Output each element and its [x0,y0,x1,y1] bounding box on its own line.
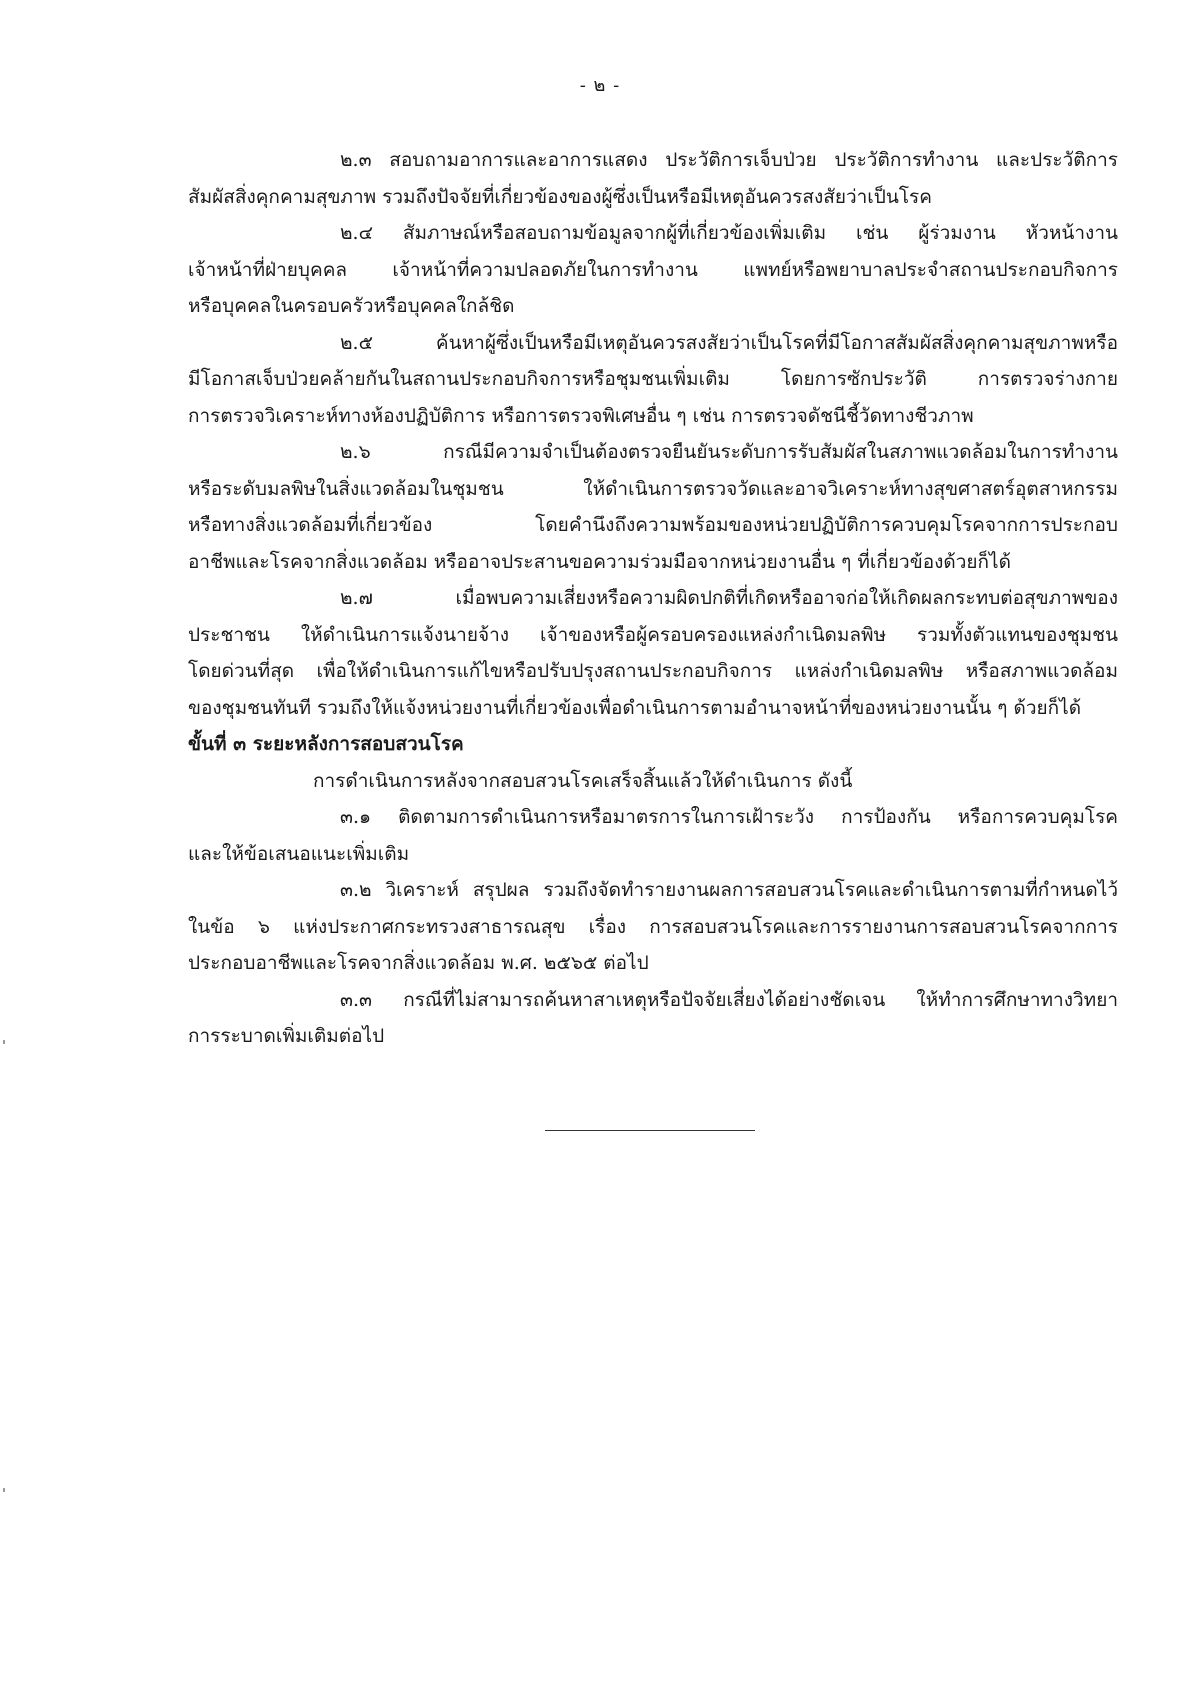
paragraph-2-4-line-3: หรือบุคคลในครอบครัวหรือบุคคลใกล้ชิด [188,295,515,317]
page-number: - ๒ - [579,75,621,96]
step-3-intro: การดำเนินการหลังจากสอบสวนโรคเสร็จสิ้นแล้วให้ดำเนินการ ดังนี้ [313,769,853,792]
step-3-heading: ขั้นที่ ๓ ระยะหลังการสอบสวนโรค [188,733,464,755]
document-body [188,142,1118,1055]
paragraph-2-4-line-2: เจ้าหน้าที่ฝ่ายบุคคล เจ้าหน้าที่ความปลอดภัยในการทำงาน แพทย์หรือพยาบาลประจำสถานประกอบกิจการ [188,258,1118,281]
scan-speck [3,1488,5,1492]
paragraph-2-4-line-1: ๒.๔ สัมภาษณ์หรือสอบถามข้อมูลจากผู้ที่เกี่ยวข้องเพิ่มเติม เช่น ผู้ร่วมงาน หัวหน้างาน [340,222,1118,244]
paragraph-2-6-line-4: อาชีพและโรคจากสิ่งแวดล้อม หรืออาจประสานขอความร่วมมือจากหน่วยงานอื่น ๆ ที่เกี่ยวข้องด้วยก็ได้ [188,550,1011,573]
paragraph-2-7-line-2: ประชาชน ให้ดำเนินการแจ้งนายจ้าง เจ้าของหรือผู้ครอบครองแหล่งกำเนิดมลพิษ รวมทั้งตัวแทนของชุมชน [188,623,1118,646]
paragraph-2-6-line-1: ๒.๖ กรณีมีความจำเป็นต้องตรวจยืนยันระดับการรับสัมผัสในสภาพแวดล้อมในการทำงาน [340,441,1118,463]
paragraph-3-1-line-2: และให้ข้อเสนอแนะเพิ่มเติม [188,842,410,865]
paragraph-2-7-line-3: โดยด่วนที่สุด เพื่อให้ดำเนินการแก้ไขหรือปรับปรุงสถานประกอบกิจการ แหล่งกำเนิดมลพิษ หรือสภาพแวดล้อม [188,660,1118,682]
paragraph-2-5-line-3: การตรวจวิเคราะห์ทางห้องปฏิบัติการ หรือการตรวจพิเศษอื่น ๆ เช่น การตรวจดัชนีชี้วัดทางชีวภาพ [188,404,974,427]
end-of-document-rule [545,1130,755,1131]
paragraph-2-3-line-1: ๒.๓ สอบถามอาการและอาการแสดง ประวัติการเจ็บป่วย ประวัติการทำงาน และประวัติการ [340,149,1118,171]
paragraph-2-5-line-2: มีโอกาสเจ็บป่วยคล้ายกันในสถานประกอบกิจการหรือชุมชนเพิ่มเติม โดยการซักประวัติ การตรวจร่างกาย [188,368,1118,390]
paragraph-3-1-line-1: ๓.๑ ติดตามการดำเนินการหรือมาตรการในการเฝ้าระวัง การป้องกัน หรือการควบคุมโรค [340,806,1118,828]
paragraph-3-2-line-1: ๓.๒ วิเคราะห์ สรุปผล รวมถึงจัดทำรายงานผลการสอบสวนโรคและดำเนินการตามที่กำหนดไว้ [340,879,1118,901]
paragraph-3-3-line-1: ๓.๓ กรณีที่ไม่สามารถค้นหาสาเหตุหรือปัจจัยเสี่ยงได้อย่างชัดเจน ให้ทำการศึกษาทางวิทยา [340,988,1118,1011]
paragraph-2-5-line-1: ๒.๕ ค้นหาผู้ซึ่งเป็นหรือมีเหตุอันควรสงสัยว่าเป็นโรคที่มีโอกาสสัมผัสสิ่งคุกคามสุขภาพหรือ [340,331,1118,354]
paragraph-3-2-line-2: ในข้อ ๖ แห่งประกาศกระทรวงสาธารณสุข เรื่อง การสอบสวนโรคและการรายงานการสอบสวนโรคจากการ [188,915,1118,938]
paragraph-2-3-line-2: สัมผัสสิ่งคุกคามสุขภาพ รวมถึงปัจจัยที่เกี่ยวข้องของผู้ซึ่งเป็นหรือมีเหตุอันควรสงสัยว่าเป็นโรค [188,185,932,208]
paragraph-3-3-line-2: การระบาดเพิ่มเติมต่อไป [188,1025,385,1047]
paragraph-3-2-line-3: ประกอบอาชีพและโรคจากสิ่งแวดล้อม พ.ศ. ๒๕๖๕ ต่อไป [188,952,649,974]
scan-speck [3,1040,5,1044]
paragraph-2-6-line-3: หรือทางสิ่งแวดล้อมที่เกี่ยวข้อง โดยคำนึงถึงความพร้อมของหน่วยปฏิบัติการควบคุมโรคจากการประกอบ [188,514,1118,536]
paragraph-2-6-line-2: หรือระดับมลพิษในสิ่งแวดล้อมในชุมชน ให้ดำเนินการตรวจวัดและอาจวิเคราะห์ทางสุขศาสตร์อุตสาหกรรม [188,477,1118,500]
paragraph-2-7-line-1: ๒.๗ เมื่อพบความเสี่ยงหรือความผิดปกติที่เกิดหรืออาจก่อให้เกิดผลกระทบต่อสุขภาพของ [340,587,1118,609]
paragraph-2-7-line-4: ของชุมชนทันที รวมถึงให้แจ้งหน่วยงานที่เกี่ยวข้องเพื่อดำเนินการตามอำนาจหน้าที่ของหน่วยงานนั้น ๆ ด้วยก็ได้ [188,696,1082,719]
